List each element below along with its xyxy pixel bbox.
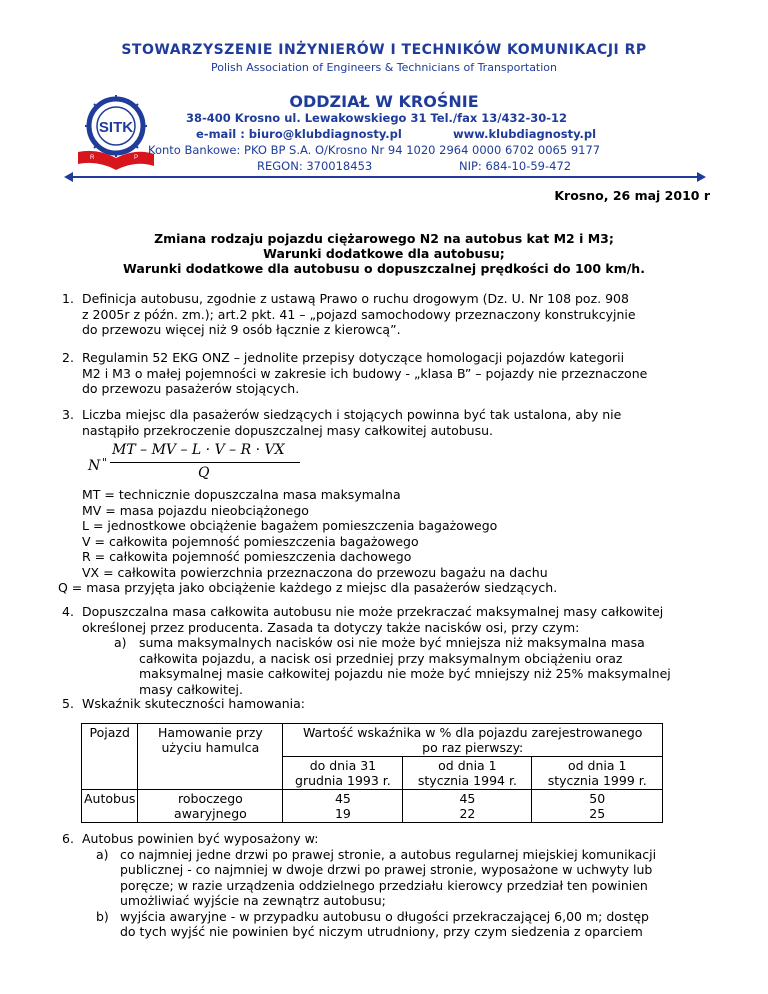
logo-text: SITK (98, 119, 134, 136)
braking-efficiency-table (81, 723, 663, 823)
item-line: Regulamin 52 EKG ONZ – jednolite przepisy dotyczące homologacji pojazdów kategorii (82, 350, 625, 365)
item-3 (62, 407, 712, 438)
header-vehicle: Pojazd (82, 724, 138, 790)
item-line: określonej przez producenta. Zasada ta dotyczy także nacisków osi, przy czym: (82, 619, 580, 635)
header-1994 (403, 757, 532, 790)
header-braking-line: Hamowanie przy (157, 725, 263, 740)
header-value (283, 724, 663, 757)
legend-l: L = jednostkowe obciążenie bagażem pomieszczenia bagażowego (82, 518, 498, 533)
header-braking (138, 724, 283, 790)
legend-vx: VX = całkowita powierzchnia przeznaczona do przewozu bagażu na dachu (82, 564, 548, 580)
item-line: maksymalnej masie całkowitej pojazdu nie może być mniejszy niż 25% maksymalnej (139, 666, 671, 681)
cell-vehicle: Autobus (82, 790, 138, 823)
item-number: 5. (62, 696, 74, 711)
cell-brake-service: roboczego (178, 791, 243, 806)
item-2 (62, 350, 712, 397)
cell-1994 (403, 790, 532, 823)
cell-brake-types (138, 790, 283, 823)
table-row (82, 790, 663, 823)
header-braking-line: użyciu hamulca (161, 740, 260, 755)
item-line: Liczba miejsc dla pasażerów siedzących i stojących powinna być tak ustalona, aby nie (82, 407, 622, 422)
point-label: b) (96, 908, 109, 924)
website[interactable]: www.klubdiagnosty.pl (453, 127, 597, 141)
item-line: suma maksymalnych nacisków osi nie może być mniejsza niż maksymalna masa (139, 635, 645, 650)
org-english: Polish Association of Engineers & Technicians of Transportation (210, 61, 558, 74)
legend-r: R = całkowita pojemność pomieszczenia dachowego (82, 549, 412, 564)
item-line: Dopuszczalna masa całkowita autobusu nie może przekraczać maksymalnej masy całkowitej (82, 604, 664, 619)
point-label: a) (96, 846, 109, 862)
item-line: wyjścia awaryjne - w przypadku autobusu o długości przekraczającej 6,00 m; dostęp (120, 908, 649, 924)
cell-brake-emergency: awaryjnego (174, 806, 247, 821)
item-line: umożliwiać wyjście na zewnątrz autobusu; (120, 893, 386, 908)
item-1 (62, 291, 712, 338)
cell-value: 45 (334, 791, 351, 806)
cell-1999 (532, 790, 663, 823)
header-date-line: stycznia 1999 r. (547, 773, 647, 788)
document-subject (0, 231, 768, 276)
table-header-row (82, 724, 663, 757)
logo-flag-left: R (90, 155, 95, 161)
legend-q: Q = masa przyjęta jako obciążenie każdego z miejsc dla pasażerów siedzących. (58, 580, 558, 595)
cell-value: 25 (589, 806, 606, 821)
address: 38-400 Krosno ul. Lewakowskiego 31 Tel./fax 13/432-30-12 (186, 111, 568, 125)
item-line: całkowita pojazdu, a nacisk osi przedniej przy maksymalnym obciążeniu oraz (139, 650, 623, 666)
item-number: 1. (62, 291, 74, 306)
item-line: do tych wyjść nie powinien być niczym utrudniony, przy czym siedzenia z oparciem (120, 924, 643, 939)
item-line: Wskaźnik skuteczności hamowania: (82, 696, 305, 711)
header-1999 (532, 757, 663, 790)
document-date: Krosno, 26 maj 2010 r (554, 188, 710, 203)
header-date-line: od dnia 1 (567, 758, 627, 773)
email[interactable]: e-mail : biuro@klubdiagnosty.pl (196, 127, 402, 141)
point-label: a) (114, 635, 127, 650)
item-line: Definicja autobusu, zgodnie z ustawą Prawo o ruchu drogowym (Dz. U. Nr 108 poz. 908 (82, 291, 629, 306)
item-line: z 2005r z późn. zm.); art.2 pkt. 41 – „pojazd samochodowy przeznaczony konstrukcyjnie (82, 306, 636, 322)
legend-mv: MV = masa pojazdu nieobciążonego (82, 502, 309, 518)
item-line: nastąpiło przekroczenie dopuszczalnej masy całkowitej autobusu. (82, 422, 494, 438)
item-line: do przewozu pasażerów stojących. (82, 381, 300, 396)
formula-legend (58, 487, 738, 596)
cell-value: 50 (589, 791, 606, 806)
item-4 (62, 604, 712, 697)
header-1993 (283, 757, 403, 790)
header-divider (72, 176, 698, 178)
branch-title: ODDZIAŁ W KROŚNIE (289, 92, 479, 111)
org-name: STOWARZYSZENIE INŻYNIERÓW I TECHNIKÓW KOMUNIKACJI RP (121, 42, 647, 58)
cell-value: 45 (459, 791, 476, 806)
regon: REGON: 370018453 (257, 159, 373, 173)
logo-flag-right: P (134, 155, 139, 161)
bank-account: Konto Bankowe: PKO BP S.A. O/Krosno Nr 94 1020 2964 0000 6702 0065 9177 (148, 143, 601, 157)
item-6 (62, 831, 712, 940)
subject-line-3: Warunki dodatkowe dla autobusu o dopuszczalnej prędkości do 100 km/h. (123, 261, 645, 276)
formula-numerator: MT – MV – L · V – R · VX (112, 442, 285, 458)
item-line: poręcze; w razie urządzenia oddzielnego przedziału kierowcy przedział ten powinien (120, 877, 648, 893)
item-line: do przewozu więcej niż 9 osób łącznie z kierowcą”. (82, 322, 401, 337)
legend-mt: MT = technicznie dopuszczalna masa maksymalna (82, 487, 401, 502)
nip: NIP: 684-10-59-472 (459, 159, 572, 173)
header-date-line: od dnia 1 (438, 758, 497, 773)
cell-value: 19 (334, 806, 351, 821)
item-line: masy całkowitej. (139, 681, 243, 697)
item-6-point-a (82, 847, 712, 909)
item-number: 6. (62, 831, 74, 846)
header-date-line: stycznia 1994 r. (417, 773, 517, 788)
item-number: 3. (62, 407, 74, 422)
header-value-line: po raz pierwszy: (422, 740, 524, 755)
header-date-line: grudnia 1993 r. (295, 773, 391, 788)
item-line: M2 i M3 o małej pojemności w zakresie ich budowy - „klasa B” – pojazdy nie przeznaczone (82, 365, 648, 381)
header-date-line: do dnia 31 (309, 758, 377, 773)
item-5 (62, 696, 712, 712)
formula-equals: " (102, 456, 108, 469)
formula-lhs: N (88, 458, 101, 474)
item-line: Autobus powinien być wyposażony w: (82, 831, 319, 846)
formula-denominator: Q (198, 465, 210, 481)
item-line: publicznej - co najmniej w dwoje drzwi po prawej stronie, wyposażone w uchwyty lub (120, 862, 653, 877)
cell-value: 22 (459, 806, 476, 821)
item-number: 2. (62, 350, 74, 365)
item-line: co najmniej jedne drzwi po prawej stronie, a autobus regularnej miejskiej komunikacji (120, 846, 657, 862)
header-value-line: Wartość wskaźnika w % dla pojazdu zarejestrowanego (302, 725, 643, 740)
item-number: 4. (62, 604, 74, 619)
subject-line-1: Zmiana rodzaju pojazdu ciężarowego N2 na autobus kat M2 i M3; (154, 231, 614, 246)
item-6-point-b (82, 909, 712, 940)
formula (88, 442, 328, 484)
legend-v: V = całkowita pojemność pomieszczenia bagażowego (82, 533, 419, 549)
formula-fraction-bar (110, 462, 300, 463)
cell-1993 (283, 790, 403, 823)
subject-line-2: Warunki dodatkowe dla autobusu; (263, 246, 505, 261)
item-4-point-a (82, 635, 712, 697)
